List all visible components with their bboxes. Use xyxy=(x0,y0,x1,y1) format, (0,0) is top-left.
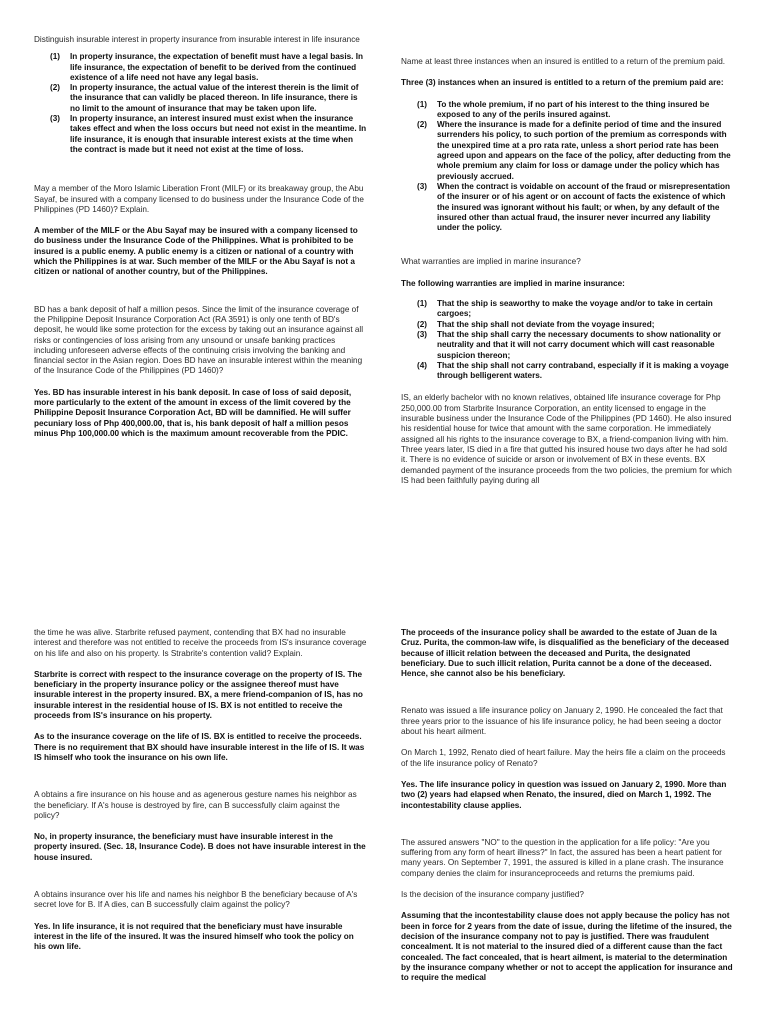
question-3: BD has a bank deposit of half a million pesos. Since the limit of the insurance coverage of the Philippine Deposit Insurance Corporation Act (RA 3591) is only one tenth of BD's deposit, he would like some protection for the excess by taking out an insurance against all risks or contingencies of loss arising from any unsound or unsafe banking practices including unforeseen adverse effects of the continuing crisis involving the banking and financial sector in the Asian region. Does BD have an insurable interest within the meaning of the Insurance Code of the Philippines (PD 1460)? xyxy=(34,304,364,376)
answer-4-list xyxy=(401,100,734,234)
list-item: (2) In property insurance, the actual value of the interest therein is the limit of the insurance that can validly be placed thereon. In life insurance, there is no limit to the amount of insurance that may be taken upon life. xyxy=(50,83,359,113)
answer-5-list xyxy=(401,299,734,381)
list-item: (4) That the ship shall not carry contraband, especially if it is making a voyage through belligerent waters. xyxy=(417,360,729,381)
question-11: The assured answers "NO" to the question in the application for a life policy: "Are you suffering from any form of heart illness?" In fact, the assured has been a heart patient for many years. On September 7, 1991, the assured is killed in a plane crash. The insurance company denies the claim for insuranceproceeds and returns the premiums paid. xyxy=(401,837,724,878)
question-2: May a member of the Moro Islamic Liberation Front (MILF) or its breakaway group, the Abu Sayaf, be insured with a company licensed to do business under the Insurance Code of the Philippines (PD 1460)? Explain. xyxy=(34,184,364,214)
list-item: (2) Where the insurance is made for a definite period of time and the insured surrenders his policy, to such portion of the premium as corresponds with the unexpired time at a pro rata rate, unless a short period rate has been agreed upon and appears on the face of the policy, after deducting from the whole premium any claim for loss or damage under the policy which has previously accrued. xyxy=(417,120,731,181)
question-10: Renato was issued a life insurance policy on January 2, 1990. He concealed the fact that three years prior to the issuance of his life insurance policy, he had been seeing a doctor about his heart ailment. xyxy=(401,706,723,737)
right-column-top xyxy=(401,57,734,486)
answer-3: Yes. BD has insurable interest in his bank deposit. In case of loss of said deposit, more particularly to the extent of the amount in excess of the limit covered by the Philippine Deposit Insurance Corporation Act, BD will be damnified. He will suffer pecuniary loss of Php 400,000.00, that is, his bank deposit of half a million pesos minus Php 100,000.00 which is the maximum amount recoverable from the PDIC. xyxy=(34,387,352,438)
answer-1-list xyxy=(34,52,367,155)
list-item: (1) In property insurance, the expectation of benefit must have a legal basis. In life insurance, the expectation of benefit to be derived from the continued existence of a life need not have any legal basis. xyxy=(50,52,364,82)
answer-11: Assuming that the incontestability clause does not apply because the policy has not been in force for 2 years from the date of issue, during the lifetime of the insured, the decision of the insurance company not to pay is justified. There was fraudulent concealment. It is not material to the insured died of a different cause than the fact concealed. The fact concealed, that is heart ailment, is material to the determination by the insurance company whether or not to accept the application for insurance and to require the medical xyxy=(401,911,733,983)
left-column-top xyxy=(34,35,367,439)
answer-6b: As to the insurance coverage on the life of IS. BX is entitled to receive the proceeds. There is no requirement that BX should have insurable interest in the life of IS. It was IS himself who took the insurance on his own life. xyxy=(34,732,365,762)
question-7: A obtains a fire insurance on his house and as agenerous gesture names his neighbor as the beneficiary. If A's house is destroyed by fire, can B successfully claim against the policy? xyxy=(34,790,357,820)
left-column-bottom xyxy=(34,628,367,953)
list-item: (1) That the ship is seaworthy to make the voyage and/or to take in certain cargoes; xyxy=(417,299,713,319)
list-item: (2) That the ship shall not deviate from the voyage insured; xyxy=(417,319,655,329)
list-item: (3) When the contract is voidable on account of the fraud or misrepresentation of the insurer or of his agent or on account of facts the existence of which the insured was ignorant without his fault; or when, by any default of the insured other than actual fraud, the insurer never incurred any liability under the policy. xyxy=(417,181,730,233)
question-1: Distinguish insurable interest in property insurance from insurable interest in life insurance xyxy=(34,35,360,44)
answer-6a: Starbrite is correct with respect to the insurance coverage on the property of IS. The beneficiary in the property insurance policy or the assignee thereof must have insurable interest in the property insured. BX, a mere friend-companion of IS, has no insurable interest in the residential house of IS. BX is not entitled to receive the proceeds from IS's insurance on his property. xyxy=(34,669,363,721)
question-6-continued: the time he was alive. Starbrite refused payment, contending that BX had no insurable interest and therefore was not entitled to receive the proceeds from IS's insurance coverage on his life and also on his property. Is Strabrite's contention valid? Explain. xyxy=(34,628,367,658)
answer-2: A member of the MILF or the Abu Sayaf may be insured with a company licensed to do business under the Insurance Code of the Philippines. What is prohibited to be insured is a public enemy. A public enemy is a citizen or national of a country with which the Philippines is at war. Such member of the MILF or the Abu Sayaf is not a citizen or national of another country, but of the Philippines. xyxy=(34,226,358,277)
question-4: Name at least three instances when an insured is entitled to a return of the premium paid. xyxy=(401,57,726,66)
answer-7: No, in property insurance, the beneficiary must have insurable interest in the property insured. (Sec. 18, Insurance Code). B does not have insurable interest in the house insured. xyxy=(34,832,366,862)
question-11-continued: Is the decision of the insurance company justified? xyxy=(401,890,584,900)
question-5: What warranties are implied in marine insurance? xyxy=(401,257,581,267)
question-10-continued: On March 1, 1992, Renato died of heart failure. May the heirs file a claim on the proceeds of the life insurance policy of Renato? xyxy=(401,748,726,768)
list-item: (1) To the whole premium, if no part of his interest to the thing insured be exposed to any of the perils insured against. xyxy=(417,99,710,119)
answer-9: The proceeds of the insurance policy shall be awarded to the estate of Juan de la Cruz. Purita, the common-law wife, is disqualified as the beneficiary of the deceased because of illicit relation between the deceased and Purita, the designated beneficiary. Due to such illicit relation, Purita cannot be a done of the deceased. Hence, she cannot also be his beneficiary. xyxy=(401,628,730,679)
answer-4-intro: Three (3) instances when an insured is entitled to a return of the premium paid are: xyxy=(401,78,724,88)
answer-10: Yes. The life insurance policy in question was issued on January 2, 1990. More than two (2) years had elapsed when Renato, the insured, died on March 1, 1992. The incontestability clause applies. xyxy=(401,779,727,810)
list-item: (3) That the ship shall carry the necessary documents to show nationality or neutrality and that it will not carry document which will cast reasonable suspicion thereon; xyxy=(417,329,721,360)
question-6: IS, an elderly bachelor with no known relatives, obtained life insurance coverage for Php 250,000.00 from Starbrite Insurance Corporation, an entity licensed to engage in the insurable business under the Insurance Code of the Philippines (PD 1460). He also insured his residential house for twice that amount with the same corporation. He immediately assigned all his rights to the insurance coverage to BX, a friend-companion living with him. Three years later, IS died in a fire that gutted his insured house two days after he had sold it. There is no evidence of suicide or arson or involvement of BX in these events. BX demanded payment of the insurance proceeds from the two policies, the premium for which IS had been faithfully paying during all xyxy=(401,393,732,485)
right-column-bottom xyxy=(401,628,734,983)
answer-5-intro: The following warranties are implied in marine insurance: xyxy=(401,278,625,288)
document-page-bottom xyxy=(0,512,768,1024)
list-item: (3) In property insurance, an interest insured must exist when the insurance takes effect and when the loss occurs but need not exist in the meantime. In life insurance, it is enough that insurable interest exists at the time when the contract is made but it need not exist at the time of loss. xyxy=(50,114,367,154)
question-8: A obtains insurance over his life and names his neighbor B the beneficiary because of A's secret love for B. If A dies, can B successfully claim against the policy? xyxy=(34,890,358,910)
answer-8: Yes. In life insurance, it is not required that the beneficiary must have insurable interest in the life of the insured. It was the insured himself who took the policy on his own life. xyxy=(34,921,354,952)
